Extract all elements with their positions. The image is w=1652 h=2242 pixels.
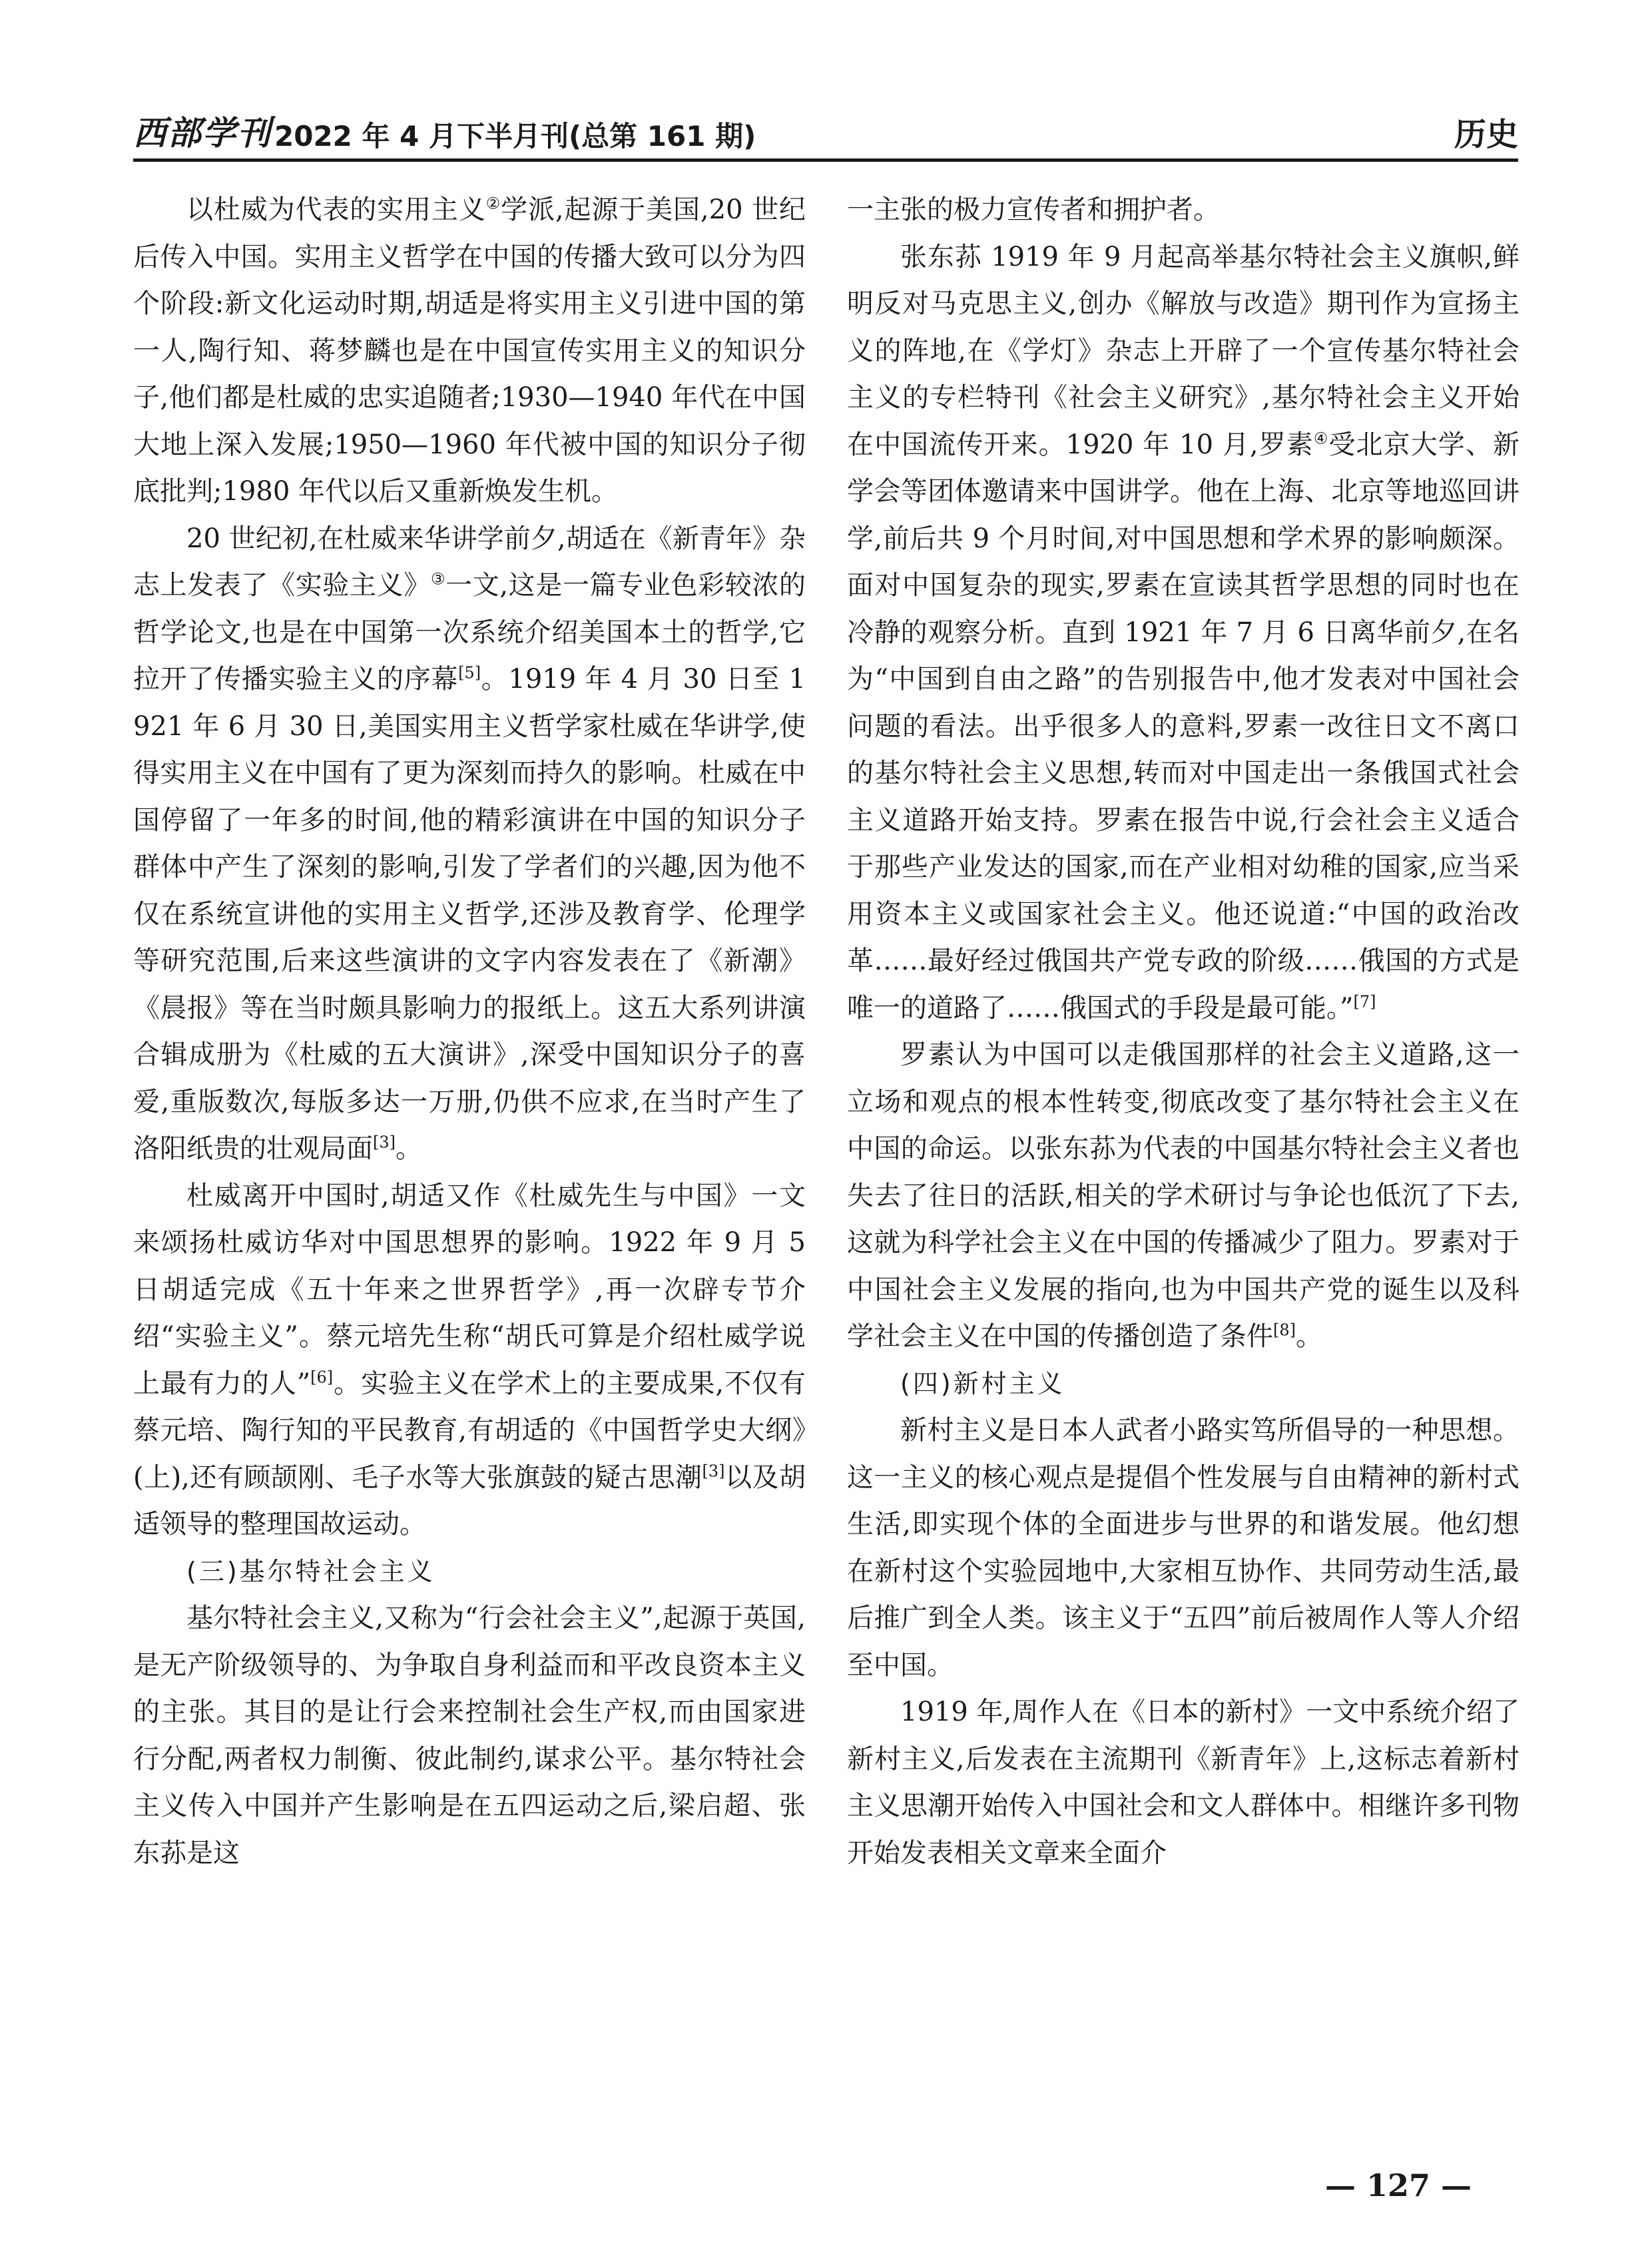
section-name: 历史 [1454,116,1518,153]
citation-mark: [6] [310,1368,334,1387]
right-column [847,186,1519,1876]
footnote-mark: ④ [1313,429,1329,448]
header-left [133,107,756,154]
page-number: — 127 — [1325,2167,1472,2203]
text-run: 。 [1296,1321,1322,1352]
citation-mark: [8] [1273,1320,1296,1340]
paragraph [133,1173,806,1548]
paragraph [847,234,1519,1032]
text-run: 。1919 年 4 月 30 日至 1921 年 6 月 30 日,美国实用主义哲学家杜威在华讲学,使得实用主义在中国有了更为深刻而持久的影响。杜威在中国停留了一年多的时间,他的精彩演讲在中国的知识分子群体中产生了深刻的影响,引发了学者们的兴趣,因为他不仅在系统宣讲他的实用主义哲学,还涉及教育学、伦理学等研究范围,后来这些演讲的文字内容发表在了《新潮》《晨报》等在当时颇具影响力的报纸上。这五大系列讲演合辑成册为《杜威的五大演讲》,深受中国知识分子的喜爱,重版数次,每版多达一万册,仍供不应求,在当时产生了洛阳纸贵的壮观局面 [133,664,806,1164]
issue-info: 2022 年 4 月下半月刊(总第 161 期) [274,120,756,152]
subheading-new-village: (四)新村主义 [900,1368,1065,1398]
journal-logo: 西部学刊 [133,113,272,152]
citation-mark: [3] [373,1133,396,1152]
paragraph [133,186,806,515]
footnote-mark: ③ [430,569,446,589]
paragraph [133,515,806,1173]
paragraph: 1919 年,周作人在《日本的新村》一文中系统介绍了新村主义,后发表在主流期刊《新青年》上,这标志着新村主义思潮开始传入中国社会和文人群体中。相继许多刊物开始发表相关文章来全面介 [847,1697,1519,1868]
paragraph [847,1031,1519,1360]
text-run: 张东荪 1919 年 9 月起高举基尔特社会主义旗帜,鲜明反对马克思主义,创办《解放与改造》期刊作为宣扬主义的阵地,在《学灯》杂志上开辟了一个宣传基尔特社会主义的专栏特刊《社会主义研究》,基尔特社会主义开始在中国流传开来。1920 年 10 月,罗素 [847,241,1519,460]
text-run: 一文,这是一篇专业色彩较浓的哲学论文,也是在中国第一次系统介绍美国本土的哲学,它拉开了传播实验主义的序幕 [133,570,806,695]
citation-mark: [3] [702,1462,725,1481]
running-header [133,112,1518,162]
text-run: 。 [396,1133,422,1164]
paragraph: 新村主义是日本人武者小路实笃所倡导的一种思想。这一主义的核心观点是提倡个性发展与自由精神的新村式生活,即实现个体的全面进步与世界的和谐发展。他幻想在新村这个实验园地中,大家相互协作、共同劳动生活,最后推广到全人类。该主义于“五四”前后被周作人等人介绍至中国。 [847,1415,1519,1681]
left-column [133,186,806,1876]
text-run: 以杜威为代表的实用主义 [186,194,486,225]
text-run: 以及胡适领导的整理国故运动。 [133,1462,806,1540]
subheading-guild-socialism: (三)基尔特社会主义 [186,1556,435,1586]
text-run: 。实验主义在学术上的主要成果,不仅有蔡元培、陶行知的平民教育,有胡适的《中国哲学史大纲》(上),还有顾颉刚、毛子水等大张旗鼓的疑古思潮 [133,1368,806,1493]
text-run: 20 世纪初,在杜威来华讲学前夕,胡适在《新青年》杂志上发表了《实验主义》 [133,523,806,601]
footnote-mark: ② [485,194,501,213]
citation-mark: [5] [458,663,481,683]
paragraph-continued: 一主张的极力宣传者和拥护者。 [847,194,1220,225]
text-run: 杜威离开中国时,胡适又作《杜威先生与中国》一文来颂扬杜威访华对中国思想界的影响。1922 年 9 月 5 日胡适完成《五十年来之世界哲学》,再一次辟专节介绍“实验主义”。蔡元培先生称“胡氏可算是介绍杜威学说上最有力的人” [133,1180,806,1399]
text-run: 罗素认为中国可以走俄国那样的社会主义道路,这一立场和观点的根本性转变,彻底改变了基尔特社会主义在中国的命运。以张东荪为代表的中国基尔特社会主义者也失去了往日的活跃,相关的学术研讨与争论也低沉了下去,这就为科学社会主义在中国的传播减少了阻力。罗素对于中国社会主义发展的指向,也为中国共产党的诞生以及科学社会主义在中国的传播创造了条件 [847,1039,1519,1352]
citation-mark: [7] [1353,992,1376,1011]
paragraph: 基尔特社会主义,又称为“行会社会主义”,起源于英国,是无产阶级领导的、为争取自身利益而和平改良资本主义的主张。其目的是让行会来控制社会生产权,而由国家进行分配,两者权力制衡、彼此制约,谋求公平。基尔特社会主义传入中国并产生影响是在五四运动之后,梁启超、张东荪是这 [133,1603,806,1868]
text-run: 学派,起源于美国,20 世纪后传入中国。实用主义哲学在中国的传播大致可以分为四个阶段:新文化运动时期,胡适是将实用主义引进中国的第一人,陶行知、蒋梦麟也是在中国宣传实用主义的知识分子,他们都是杜威的忠实追随者;1930—1940 年代在中国大地上深入发展;1950—1960 年代被中国的知识分子彻底批判;1980 年代以后又重新焕发生机。 [133,194,806,507]
text-run: 受北京大学、新学会等团体邀请来中国讲学。他在上海、北京等地巡回讲学,前后共 9 个月时间,对中国思想和学术界的影响颇深。面对中国复杂的现实,罗素在宣读其哲学思想的同时也在冷静的观察分析。直到 1921 年 7 月 6 日离华前夕,在名为“中国到自由之路”的告别报告中,他才发表对中国社会问题的看法。出乎很多人的意料,罗素一改往日文不离口的基尔特社会主义思想,转而对中国走出一条俄国式社会主义道路开始支持。罗素在报告中说,行会社会主义适合于那些产业发达的国家,而在产业相对幼稚的国家,应当采用资本主义或国家社会主义。他还说道:“中国的政治改革……最好经过俄国共产党专政的阶级……俄国的方式是唯一的道路了……俄国式的手段是最可能。” [847,429,1520,1023]
